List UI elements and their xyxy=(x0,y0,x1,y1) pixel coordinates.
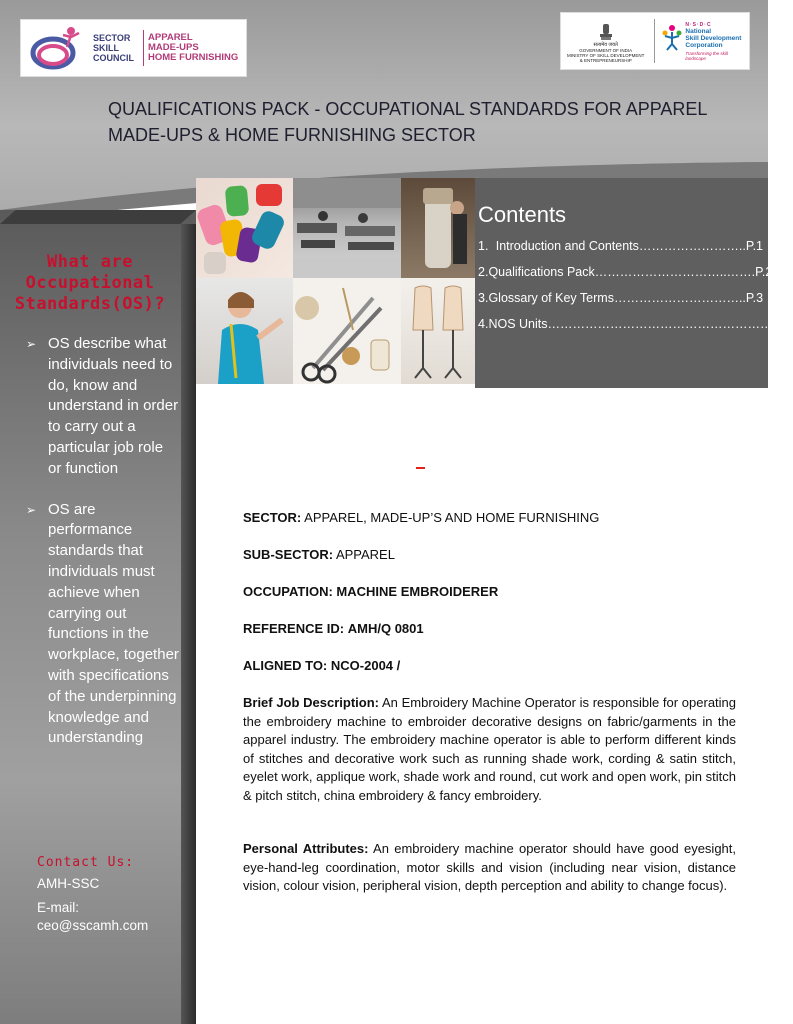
factory-floor-image xyxy=(293,178,401,278)
tailor-image xyxy=(401,178,476,278)
os-bullet-list xyxy=(26,334,180,769)
ssc-swirl-icon xyxy=(27,21,91,75)
os-bullet-text: OS describe what individuals need to do, know and understand in order to carry out a particular job role or function xyxy=(48,335,179,477)
photo-collage xyxy=(196,178,476,384)
os-heading: What are Occupational Standards(OS)? xyxy=(14,252,166,314)
aligned-label: ALIGNED TO: xyxy=(243,658,328,673)
gov-nsdc-logo xyxy=(560,12,750,70)
gov-line-2: MINISTRY OF SKILL DEVELOPMENT xyxy=(566,52,645,58)
nsdc-logo xyxy=(659,22,749,61)
contents-item-page: P.2 xyxy=(755,265,773,279)
occupation-label: OCCUPATION: xyxy=(243,584,333,599)
os-bullet-text: OS are performance standards that individuals must achieve when carrying out functions in the workplace, together with specifications of the underpinning knowledge and understanding xyxy=(48,500,179,747)
nsdc-tagline: Transforming the skill landscape xyxy=(685,50,728,61)
contents-title: Contents xyxy=(478,202,567,227)
personal-attributes xyxy=(243,840,736,896)
reference-label: REFERENCE ID: xyxy=(243,621,345,636)
contact-email[interactable]: ceo@sscamh.com xyxy=(37,918,149,933)
contents-item-title: Qualifications Pack…………………………..……. xyxy=(488,265,756,279)
sewing-tools-image xyxy=(293,278,401,384)
occupation-value: MACHINE EMBROIDERER xyxy=(336,584,499,599)
brief-text: An Embroidery Machine Operator is responsible for operating the embroidery machine to embroider decorative designs on fabric/garments in the apparel industry. The embroidery machine operator is able to perform different kinds of stitches and decorative work such as running shade work, cording & satin stitch, eyelet work, applique work, shade work and round, cut work and open work, pin stitch & pitch stitch, china embroidery & fancy embroidery. xyxy=(243,695,737,803)
contents-item-number: 1. xyxy=(478,239,489,253)
gov-line-1: GOVERNMENT OF INDIA xyxy=(579,47,633,53)
contact-title: Contact Us: xyxy=(37,855,135,870)
contents-item[interactable] xyxy=(478,262,773,288)
contents-item[interactable] xyxy=(478,236,763,262)
contents-item[interactable] xyxy=(478,314,793,340)
sector-value: APPAREL, MADE-UP’S AND HOME FURNISHING xyxy=(304,510,600,525)
contents-item-number: 4. xyxy=(478,317,489,331)
sidebar-cap xyxy=(0,210,196,224)
personal-text: An embroidery machine operator should have good eyesight, eye-hand-leg coordination, motor skills and vision (including near vision, distance vision, colour vision, peripheral vision, depth perception and ability to change focus). xyxy=(243,841,736,893)
nsdc-abbr: N·S·D·C xyxy=(685,21,712,28)
ssc-divider xyxy=(143,30,144,66)
reference-line xyxy=(243,620,736,639)
brief-job-description xyxy=(243,694,736,805)
contact-email-label: E-mail: xyxy=(37,900,80,915)
contents-item-title: Introduction and Contents…………………….. xyxy=(495,239,746,253)
aligned-line xyxy=(243,657,736,676)
brief-label: Brief Job Description: xyxy=(243,695,379,710)
aligned-value: NCO-2004 / xyxy=(330,658,401,673)
logo-divider xyxy=(654,19,655,63)
arrow-bullet-icon: ➢ xyxy=(26,502,37,517)
ssc-org-name: SECTOR SKILL COUNCIL xyxy=(93,33,134,63)
red-dash-divider xyxy=(416,467,425,469)
sidebar-edge xyxy=(181,224,196,1024)
nsdc-figure-icon xyxy=(659,22,685,52)
contents-item-number: 2. xyxy=(478,265,489,279)
sector-line xyxy=(243,509,736,528)
contents-item-number: 3. xyxy=(478,291,489,305)
arrow-bullet-icon: ➢ xyxy=(26,337,37,351)
contents-item-page: P.3 xyxy=(745,291,764,305)
personal-label: Personal Attributes: xyxy=(243,841,369,856)
measuring-woman-image xyxy=(196,278,293,384)
contents-panel xyxy=(475,178,793,388)
gov-logo xyxy=(561,20,650,63)
national-emblem-icon xyxy=(597,22,615,42)
os-bullet-item xyxy=(26,334,180,480)
reference-value: AMH/Q 0801 xyxy=(347,621,424,636)
subsector-value: APPAREL xyxy=(335,547,395,562)
contents-item-page: P.5 xyxy=(775,317,793,331)
ssc-logo xyxy=(20,19,247,77)
contents-item-title: NOS Units………………………………………………. xyxy=(488,317,776,331)
ssc-sector-name: APPAREL MADE-UPS HOME FURNISHING xyxy=(148,32,239,63)
contents-item[interactable] xyxy=(478,288,763,314)
contents-item-page: P.1 xyxy=(745,239,763,253)
occupation-line xyxy=(243,583,736,602)
contents-item-title: Glossary of Key Terms………………………….. xyxy=(488,291,746,305)
gov-line-3: & ENTREPRENEURSHIP xyxy=(579,57,632,63)
page-title: QUALIFICATIONS PACK - OCCUPATIONAL STANDARDS FOR APPAREL MADE-UPS & HOME FURNISHING SECTOR xyxy=(108,99,708,145)
subsector-label: SUB-SECTOR: xyxy=(243,547,334,562)
yarn-spools-image xyxy=(196,178,293,278)
contact-org: AMH-SSC xyxy=(37,876,100,891)
subsector-line xyxy=(243,546,736,565)
dress-forms-image xyxy=(401,278,476,384)
nsdc-name: National Skill Development Corporation xyxy=(685,27,742,49)
contents-list xyxy=(478,236,793,340)
sector-label: SECTOR: xyxy=(243,510,302,525)
os-bullet-item xyxy=(26,500,180,750)
gov-hindi-text: सत्यमेव जयते xyxy=(593,41,618,48)
